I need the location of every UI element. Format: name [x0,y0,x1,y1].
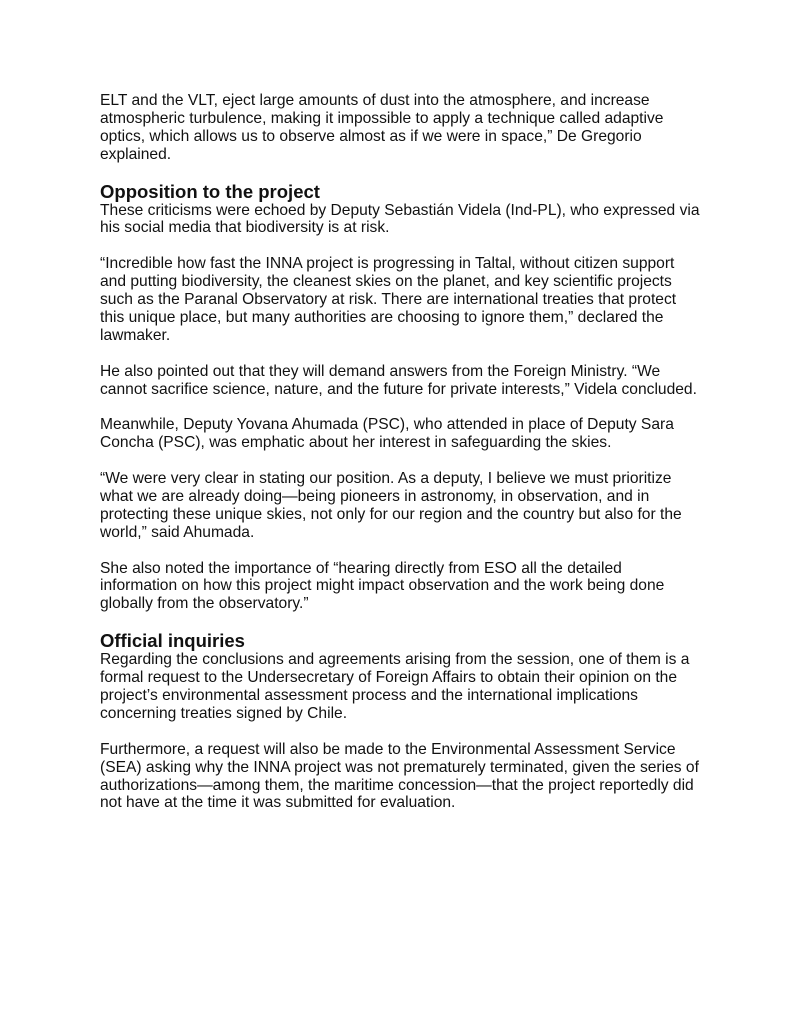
document-page [100,92,702,830]
paragraph-videla-quote: “Incredible how fast the INNA project is progressing in Taltal, without citizen support and putting biodiversity, the cleanest skies on the planet, and key scientific projects such as the Paranal Observatory at risk. There are international treaties that protect this unique place, but many authorities are choosing to ignore them,” declared the lawmaker. [100,255,677,344]
heading-official-inquiries: Official inquiries [100,630,245,652]
paragraph-eso-information: She also noted the importance of “hearing directly from ESO all the detailed information on how this project might impact observation and the work being done globally from the observatory.” [100,559,665,613]
paragraph-conclusions: Regarding the conclusions and agreements arising from the session, one of them is a formal request to the Undersecretary of Foreign Affairs to obtain their opinion on the project’s environmental assessment process and the international implications concerning treaties signed by Chile. [100,651,690,722]
paragraph-ahumada-quote: “We were very clear in stating our position. As a deputy, I believe we must prioritize what we are already doing—being pioneers in astronomy, in observation, and in protecting these unique skies, not only for our region and the country but also for the world,” said Ahumada. [100,470,682,541]
paragraph-foreign-ministry: He also pointed out that they will demand answers from the Foreign Ministry. “We cannot sacrifice science, nature, and the future for private interests,” Videla concluded. [100,362,697,398]
heading-opposition: Opposition to the project [100,180,320,202]
paragraph-sea-request: Furthermore, a request will also be made to the Environmental Assessment Service (SEA) asking why the INNA project was not prematurely terminated, given the series of authorizations—among them, the maritime concession—that the project reportedly did not have at the time it was submitted for evaluation. [100,740,699,812]
paragraph-videla-criticism: These criticisms were echoed by Deputy Sebastián Videla (Ind-PL), who expressed via his social media that biodiversity is at risk. [100,201,700,237]
paragraph-intro: ELT and the VLT, eject large amounts of dust into the atmosphere, and increase atmospheric turbulence, making it impossible to apply a technique called adaptive optics, which allows us to observe almost as if we were in space,” De Gregorio explained. [100,92,664,163]
paragraph-ahumada-intro: Meanwhile, Deputy Yovana Ahumada (PSC), who attended in place of Deputy Sara Concha (PSC), was emphatic about her interest in safeguarding the skies. [100,416,674,452]
